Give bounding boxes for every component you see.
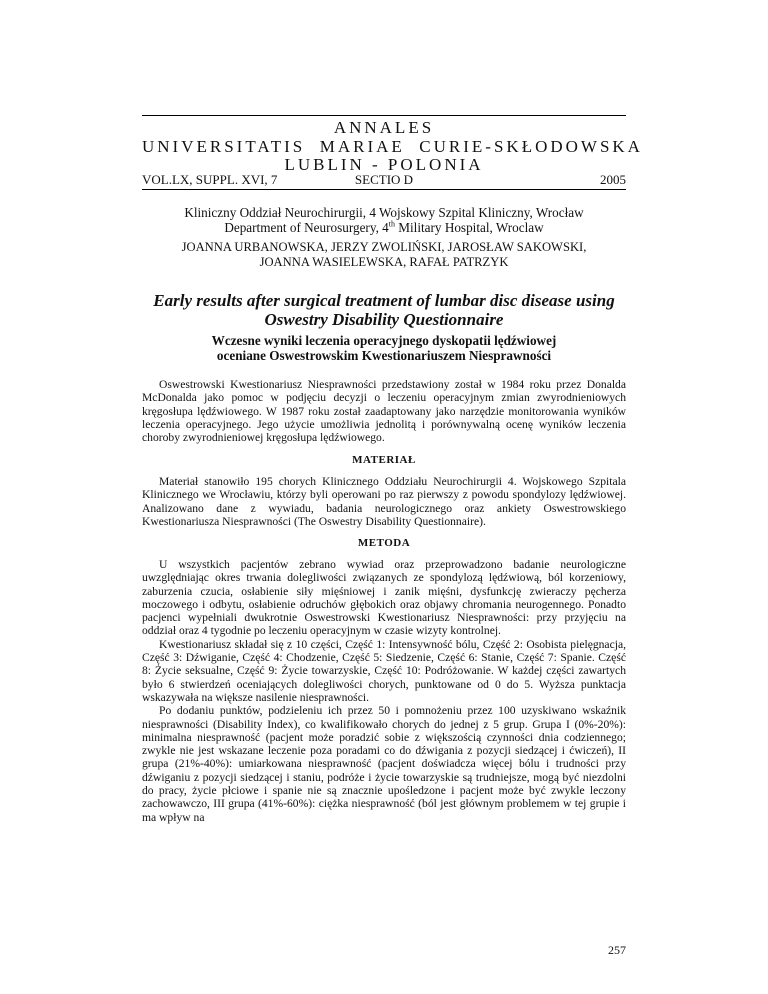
material-paragraph [142,475,626,528]
page-number: 257 [608,943,626,957]
article-subtitle-line2: oceniane Oswestrowskim Kwestionariuszem Niesprawności [216,348,552,363]
article-title-line1: Early results after surgical treatment of lumbar disc disease using [153,291,615,310]
journal-name-line3: LUBLIN - POLONIA [284,155,484,174]
masthead-bottom-rule [142,189,626,190]
volume-info: VOL.LX, SUPPL. XVI, 7 [142,172,278,187]
intro-paragraph [142,378,626,444]
year: 2005 [600,172,626,187]
authors [142,240,626,270]
article-title-line2: Oswestry Disability Questionnaire [264,310,504,329]
affiliation [142,205,626,235]
article-title [142,291,626,329]
masthead-top-rule [142,115,626,116]
journal-name-line2: UNIVERSITATIS MARIAE CURIE-SKŁODOWSKA [142,137,643,156]
method-body [142,558,626,824]
method-paragraph-2: Kwestionariusz składał się z 10 części, Część 1: Intensywność bólu, Część 2: Osobista pielęgnacja, Część 3: Dźwiganie, Część 4: Chodzenie, Część 5: Siedzenie, Część 6: Stanie, Część 7: Spanie. Część 8: Życie seksualne, Część 9: Życie towarzyskie, Część 10: Podróżowanie. W każdej części zawartych było 6 stwierdzeń oceniających dolegliwości chorych, punktowane od 0 do 5. Wyższa punktacja wskazywała na większe nasilenie niesprawności. [142,637,626,704]
section-info: SECTIO D [354,172,414,187]
affiliation-polish: Kliniczny Oddział Neurochirurgii, 4 Wojskowy Szpital Kliniczny, Wrocław [184,205,584,220]
authors-line1: JOANNA URBANOWSKA, JERZY ZWOLIŃSKI, JAROSŁAW SAKOWSKI, [181,240,587,254]
article-subtitle [142,333,626,363]
material-text: Materiał stanowiło 195 chorych Klinicznego Oddziału Neurochirurgii 4. Wojskowego Szpitala Klinicznego we Wrocławiu, którzy byli operowani po raz pierwszy z powodu spondylozy lędźwiowej. Analizowano dane z wywiadu, badania neurologicznego oraz ankiety Oswestrowskiego Kwestionariusza Niesprawności (The Oswestry Disability Questionnaire). [142,475,626,528]
affiliation-english: Department of Neurosurgery, 4th Military Hospital, Wroclaw [224,219,544,235]
intro-text: Oswestrowski Kwestionariusz Niesprawności przedstawiony został w 1984 roku przez Donalda McDonalda jako pomoc w podjęciu decyzji o leczeniu operacyjnym zmian zwyrodnieniowych kręgosłupa lędźwiowego. W 1987 roku został zaadaptowany jako narzędzie monitorowania wyników leczenia operacyjnego. Jego użycie umożliwia jednolitą i porównywalną ocenę wyników leczenia choroby zwyrodnieniowej kręgosłupa lędźwiowego. [142,378,626,445]
method-heading: METODA [357,537,411,549]
authors-line2: JOANNA WASIELEWSKA, RAFAŁ PATRZYK [259,255,509,269]
article-subtitle-line1: Wczesne wyniki leczenia operacyjnego dyskopatii lędźwiowej [211,333,557,348]
journal-name-line1: ANNALES [333,118,435,137]
method-paragraph-1: U wszystkich pacjentów zebrano wywiad oraz przeprowadzono badanie neurologiczne uwzględniając okres trwania dolegliwości związanych ze spondylozą lędźwiową, ból korzeniowy, zaburzenia czucia, osłabienie siły mięśniowej i zanik mięśni, dysfunkcję zwieraczy pęcherza moczowego i odbytu, osłabienie odruchów głębokich oraz objawy chromania neurogennego. Ponadto pacjenci wypełniali dwukrotnie Oswestrowski Kwestionariusz Niesprawności: przy przyjęciu na oddział oraz 4 tygodnie po leczeniu operacyjnym w czasie wizyty kontrolnej. [142,558,626,638]
method-paragraph-3: Po dodaniu punktów, podzieleniu ich przez 50 i pomnożeniu przez 100 uzyskiwano wskaźnik niesprawności (Disability Index), co kwalifikowało chorych do jednej z 5 grup. Grupa I (0%-20%): minimalna niesprawność (pacjent może poradzić sobie z większością czynności dnia codziennego; zwykle nie jest wskazane leczenie poza poradami co do dźwigania z pozycji siedzącej i ćwiczeń), II grupa (21%-40%): umiarkowana niesprawność (pacjent doświadcza więcej bólu i trudności przy dźwiganiu z pozycji siedzącej i staniu, podróże i życie towarzyskie są trudniejsze, mogą być niezdolni do pracy, życie płciowe i spanie nie są znacznie upośledzone i pacjent może być zwykle leczony zachowawczo, III grupa (41%-60%): ciężka niesprawność (ból jest głównym problemem w tej grupie i ma wpływ na [142,704,626,824]
material-heading: MATERIAŁ [352,454,416,466]
